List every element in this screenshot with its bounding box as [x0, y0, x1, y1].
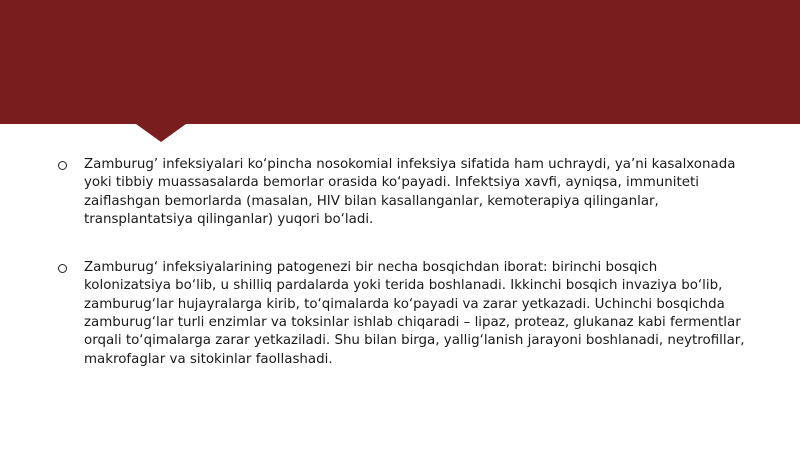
hollow-circle-icon — [58, 264, 67, 273]
bullet-text: Zamburug’ infeksiyalari ko‘pincha nosokomial infeksiya sifatida ham uchraydi, ya’ni kasalxonada yoki tibbiy muassasalarda bemorlar orasida ko‘payadi. Infektsiya xavfi, ayniqsa, immuniteti zaiflashgan bemorlarda (masalan, HIV bilan kasallanganlar, kemoterapiya qilinganlar, transplantatsiya qilinganlar) yuqori bo‘ladi. — [84, 157, 736, 227]
hollow-circle-icon — [58, 161, 67, 170]
bullet-text: Zamburug‘ infeksiyalarining patogenezi bir necha bosqichdan iborat: birinchi bosqich kolonizatsiya bo‘lib, u shilliq pardalarda yoki terida boshlanadi. Ikkinchi bosqich invaziya bo‘lib, zamburug‘lar hujayralarga kirib, to‘qimalarda ko‘payadi va zarar yetkazadi. Uchinchi bosqichda zamburug‘lar turli enzimlar va toksinlar ishlab chiqaradi – lipaz, proteaz, glukanaz kabi fermentlar orqali to‘qimalarga zarar yetkaziladi. Shu bilan birga, yallig‘lanish jarayoni boshlanadi, neytrofillar, makrofaglar va sitokinlar faollashadi. — [84, 260, 745, 367]
header-band-shape — [0, 0, 800, 145]
header-band-fill — [0, 0, 800, 142]
bullet-item-1 — [58, 156, 748, 229]
bullet-item-2 — [58, 259, 748, 369]
slide-content — [58, 156, 748, 369]
header-band — [0, 0, 800, 124]
